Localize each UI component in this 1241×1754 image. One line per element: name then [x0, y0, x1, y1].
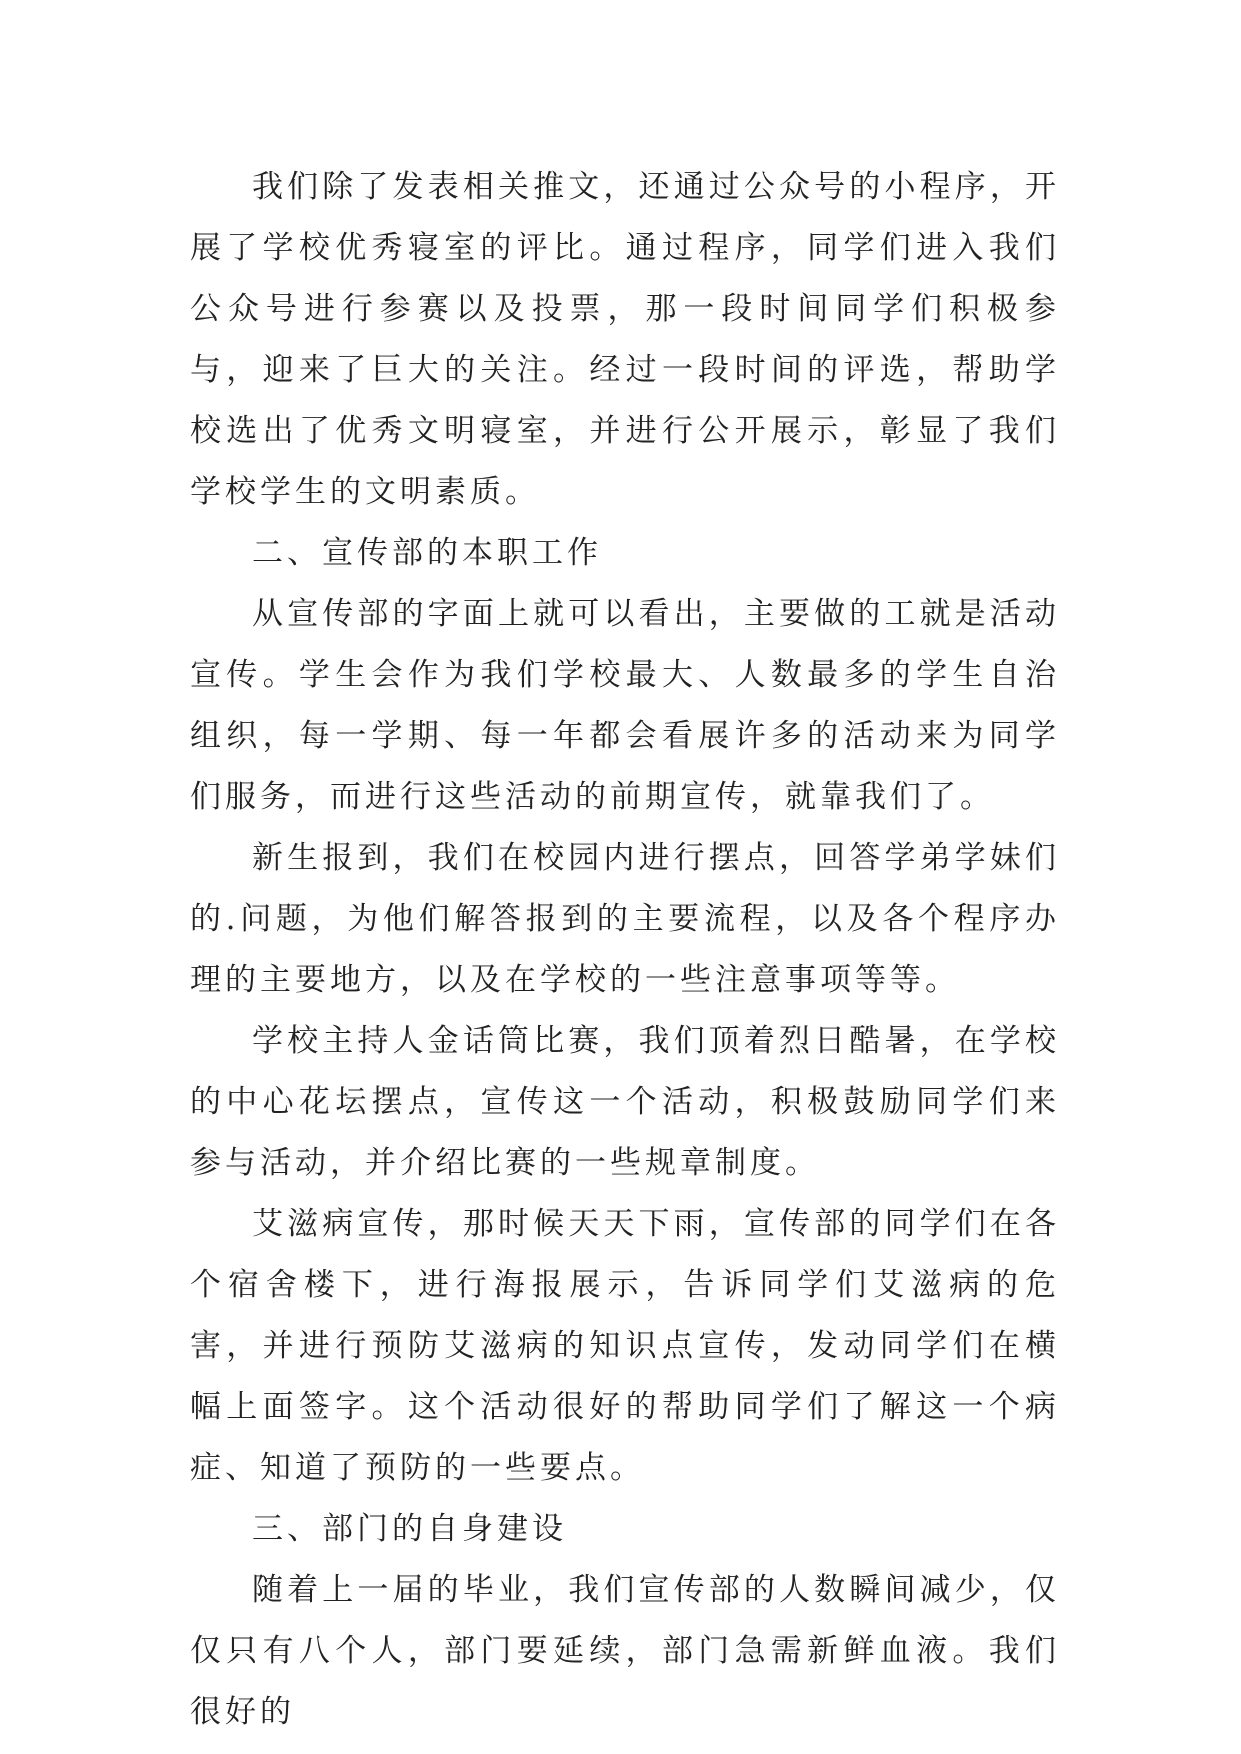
paragraph-aids-awareness: 艾滋病宣传，那时候天天下雨，宣传部的同学们在各个宿舍楼下，进行海报展示，告诉同学们艾滋病的危害，并进行预防艾滋病的知识点宣传，发动同学们在横幅上面签字。这个活动很好的帮助同学们了解这一个病症、知道了预防的一些要点。: [190, 1206, 1060, 1486]
document-page: [190, 157, 1060, 1743]
paragraph-publicity-role: 从宣传部的字面上就可以看出，主要做的工就是活动宣传。学生会作为我们学校最大、人数最多的学生自治组织，每一学期、每一年都会看展许多的活动来为同学们服务，而进行这些活动的前期宣传，就靠我们了。: [190, 596, 1060, 815]
paragraph-dorm-evaluation: 我们除了发表相关推文，还通过公众号的小程序，开展了学校优秀寝室的评比。通过程序，同学们进入我们公众号进行参赛以及投票，那一段时间同学们积极参与，迎来了巨大的关注。经过一段时间的评选，帮助学校选出了优秀文明寝室，并进行公开展示，彰显了我们学校学生的文明素质。: [190, 169, 1060, 510]
section-heading-department-building: 三、部门的自身建设: [252, 1511, 567, 1547]
paragraph-new-members: 随着上一届的毕业，我们宣传部的人数瞬间减少，仅仅只有八个人，部门要延续，部门急需新鲜血液。我们很好的: [190, 1572, 1060, 1730]
section-heading-publicity-duties: 二、宣传部的本职工作: [252, 535, 602, 571]
paragraph-freshman-registration: 新生报到，我们在校园内进行摆点，回答学弟学妹们的.问题，为他们解答报到的主要流程，以及各个程序办理的主要地方，以及在学校的一些注意事项等等。: [190, 840, 1060, 998]
paragraph-host-competition: 学校主持人金话筒比赛，我们顶着烈日酷暑，在学校的中心花坛摆点，宣传这一个活动，积极鼓励同学们来参与活动，并介绍比赛的一些规章制度。: [190, 1023, 1060, 1181]
